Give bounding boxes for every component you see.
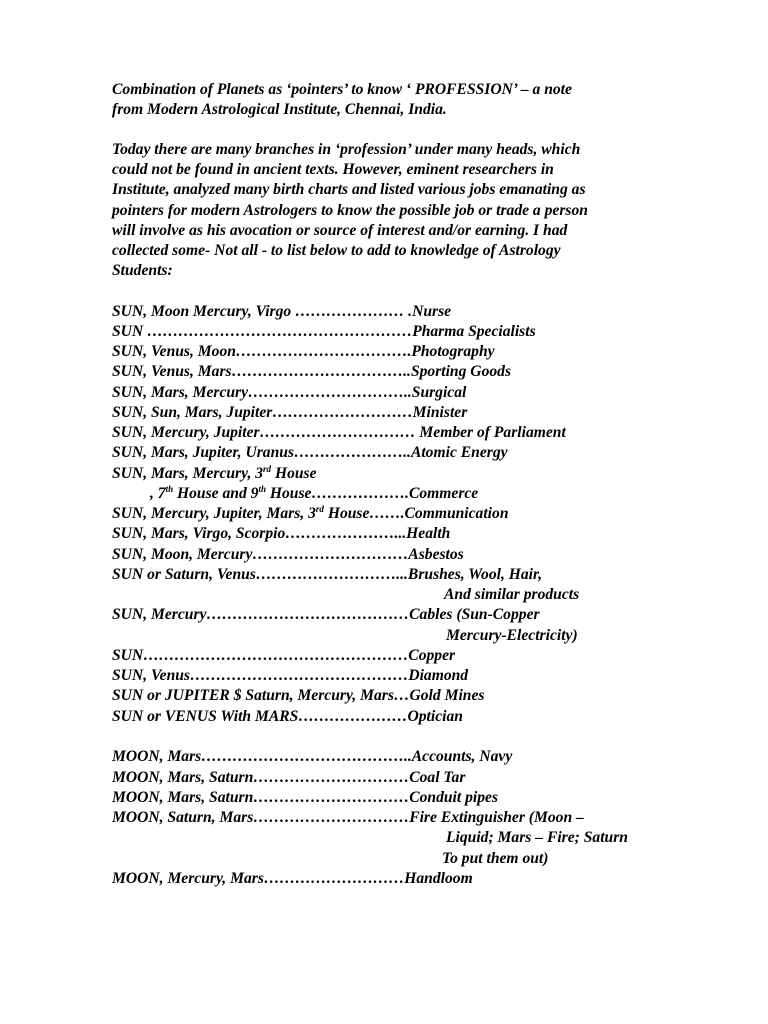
planet-combination: House……. (323, 505, 405, 522)
list-item-continuation (112, 626, 712, 646)
list-item-continuation (112, 585, 712, 605)
planet-combination: House and 9 (173, 485, 259, 502)
list-item (112, 504, 712, 524)
list-item (112, 869, 712, 889)
planet-combination: SUN, Venus, Mars…………………………….. (112, 363, 411, 380)
planet-combination: SUN, Sun, Mars, Jupiter……………………… (112, 404, 413, 421)
list-item (112, 302, 712, 322)
planet-combination: SUN, Moon, Mercury………………………… (112, 546, 409, 563)
list-item (112, 322, 712, 342)
planet-combination: SUN, Mars, Mercury………………………….. (112, 384, 412, 401)
profession: Liquid; Mars – Fire; Saturn (446, 829, 628, 846)
profession: Brushes, Wool, Hair, (407, 566, 543, 583)
profession: Atomic Energy (410, 444, 508, 461)
ordinal-suffix: th (165, 483, 174, 494)
list-item (112, 808, 712, 828)
list-item (112, 565, 712, 585)
profession: And similar products (444, 586, 580, 603)
profession: Gold Mines (409, 687, 485, 704)
planet-combination: SUN, Venus, Moon……………………………. (112, 343, 412, 360)
list-item (112, 605, 712, 625)
title-line: Combination of Planets as ‘pointers’ to know ‘ PROFESSION’ – a note (112, 81, 572, 98)
planet-combination: MOON, Mars………………………………….. (112, 748, 412, 765)
planet-combination: House………………. (265, 485, 409, 502)
list-item (112, 768, 712, 788)
intro-line: Institute, analyzed many birth charts and listed various jobs emanating as (112, 181, 586, 199)
intro-line: will involve as his avocation or source of interest and/or earning. I had (112, 221, 568, 239)
list-item (112, 646, 712, 666)
profession: Health (406, 525, 451, 542)
planet-combination: SUN, Mars, Mercury, 3 (112, 465, 264, 482)
profession: Minister (412, 404, 468, 421)
profession: Sporting Goods (410, 363, 512, 380)
profession: Pharma Specialists (412, 323, 536, 340)
profession: Optician (407, 708, 463, 725)
profession: Communication (404, 505, 509, 522)
planet-combination: SUN or Saturn, Venus………………………... (112, 566, 408, 583)
planet-combination: SUN, Mars, Jupiter, Uranus………………….. (112, 444, 411, 461)
list-item (112, 788, 712, 808)
intro-line: Students: (112, 262, 173, 280)
list-item (112, 362, 712, 382)
list-item (112, 423, 712, 443)
profession: Photography (411, 343, 495, 360)
profession: Fire Extinguisher (Moon – (409, 809, 584, 826)
planet-combination: SUN, Mercury………………………………… (112, 606, 410, 623)
planet-combination: SUN, Mercury, Jupiter………………………… (112, 424, 416, 441)
planet-combination: SUN …………………………………………… (112, 323, 413, 340)
list-item-continuation (112, 849, 712, 869)
profession: Asbestos (408, 546, 464, 563)
profession: Surgical (411, 384, 467, 401)
planet-combination: SUN or VENUS With MARS………………… (112, 708, 408, 725)
list-item (112, 443, 712, 463)
intro-paragraph (112, 140, 672, 281)
intro-line: could not be found in ancient texts. However, eminent researchers in (112, 161, 554, 179)
ordinal-suffix: rd (263, 463, 272, 474)
planet-combination: , 7 (150, 485, 166, 502)
list-item (150, 484, 750, 504)
planet-combination: SUN or JUPITER $ Saturn, Mercury, Mars… (112, 687, 410, 704)
planet-combination: MOON, Mercury, Mars……………………… (112, 870, 405, 887)
planet-combination: SUN, Moon Mercury, Virgo ………………… (112, 303, 405, 320)
profession: Coal Tar (409, 769, 466, 786)
intro-line: pointers for modern Astrologers to know the possible job or trade a person (112, 201, 588, 219)
list-item-continuation (112, 828, 712, 848)
ordinal-suffix: th (258, 483, 266, 494)
list-item (112, 464, 712, 484)
list-item (112, 403, 712, 423)
profession: Mercury-Electricity) (446, 627, 578, 644)
profession: Accounts, Navy (411, 748, 513, 765)
planet-combination: MOON, Mars, Saturn………………………… (112, 769, 410, 786)
planet-combination: SUN, Mercury, Jupiter, Mars, 3 (112, 505, 316, 522)
profession: To put them out) (442, 850, 549, 867)
list-item (112, 666, 712, 686)
profession: Diamond (408, 667, 469, 684)
list-item (112, 383, 712, 403)
title-line: from Modern Astrological Institute, Chennai, India. (112, 101, 447, 119)
list-item (112, 545, 712, 565)
list-item (112, 747, 712, 767)
profession: Copper (408, 647, 456, 664)
list-item (112, 342, 712, 362)
profession: Conduit pipes (409, 789, 499, 806)
intro-line: Today there are many branches in ‘profession’ under many heads, which (112, 141, 581, 158)
document-title (112, 80, 672, 120)
ordinal-suffix: rd (315, 503, 324, 514)
profession: Cables (Sun-Copper (409, 606, 540, 623)
planet-combination: MOON, Mars, Saturn………………………… (112, 789, 410, 806)
intro-line: collected some- Not all - to list below to add to knowledge of Astrology (112, 242, 561, 260)
planet-combination: SUN, Venus…………………………………… (112, 667, 409, 684)
list-item (112, 686, 712, 706)
planet-combination: House (271, 465, 317, 482)
list-item (112, 524, 712, 544)
profession: Handloom (404, 870, 473, 887)
planet-combination: SUN, Mars, Virgo, Scorpio…………………... (112, 525, 407, 542)
planet-combination: MOON, Saturn, Mars………………………… (112, 809, 410, 826)
list-item (112, 707, 712, 727)
profession: Member of Parliament (415, 424, 566, 441)
planet-combination: SUN…………………………………………… (112, 647, 409, 664)
profession: Commerce (408, 485, 479, 502)
profession: .Nurse (404, 303, 452, 320)
